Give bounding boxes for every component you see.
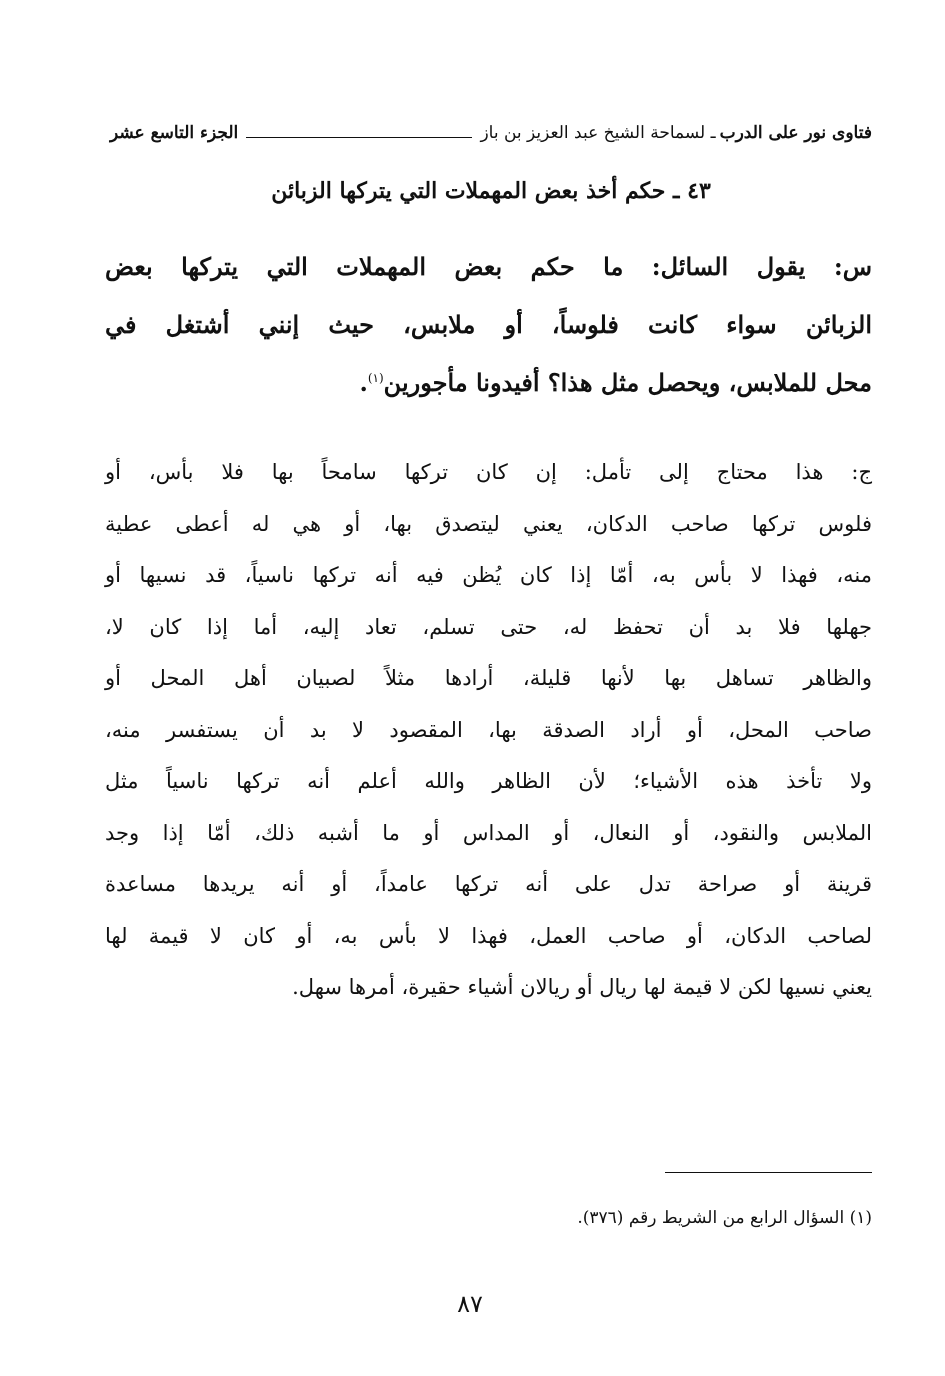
question-line-last: [105, 368, 872, 426]
volume-label: الجزء التاسع عشر: [110, 123, 239, 143]
running-header: [110, 118, 872, 148]
answer-line: لصاحب الدكان، أو صاحب العمل، فهذا لا بأس به، أو كان لا قيمة لها: [105, 923, 872, 948]
answer-line-last: يعني نسيها لكن لا قيمة لها ريال أو ريالان أشياء حقيرة، أمرها سهل.: [292, 975, 872, 999]
book-title: فتاوى نور على الدرب: [719, 123, 872, 143]
answer-line: جهلها فلا بد أن تحفظ له، حتى تسلم، تعاد إليه، أما إذا كان لا،: [105, 614, 872, 639]
page-number: ٨٧: [457, 1290, 483, 1318]
author-name: ـ لسماحة الشيخ عبد العزيز بن باز: [480, 123, 716, 143]
question-line: الزبائن سواء كانت فلوساً، أو ملابس، حيث إنني أشتغل في: [105, 310, 872, 339]
footnote-reference: (١): [367, 371, 384, 385]
answer-line: قرينة أو صراحة تدل على أنه تركها عامداً، أو أنه يريدها مساعدة: [105, 872, 872, 896]
answer-line: صاحب المحل، أو أراد الصدقة بها، المقصود لا بد أن يستفسر منه،: [105, 717, 872, 742]
answer-line: ج: هذا محتاج إلى تأمل: إن كان تركها سامحاً بها فلا بأس، أو: [105, 460, 872, 484]
footnote-divider: [665, 1172, 872, 1173]
answer-line: منه، فهذا لا بأس به، أمّا إذا كان يُظن فيه أنه تركها ناسياً، قد نسيها أو: [105, 563, 872, 587]
answer-line: الملابس والنقود، أو النعال، أو المداس أو ما أشبه ذلك، أمّا إذا وجد: [105, 820, 872, 845]
answer-block: [105, 460, 872, 1027]
header-rule: [246, 137, 472, 138]
answer-line: والظاهر تساهل بها لأنها قليلة، أرادها مثلاً لصبيان أهل المحل أو: [105, 666, 872, 690]
answer-line: فلوس تركها صاحب الدكان، يعني ليتصدق بها، أو هي له أعطى عطية: [105, 511, 872, 536]
section-title: ٤٣ ـ حكم أخذ بعض المهملات التي يتركها الزبائن: [271, 178, 711, 204]
question-line: س: يقول السائل: ما حكم بعض المهملات التي يتركها بعض: [105, 252, 872, 281]
question-line-text: محل للملابس، ويحصل مثل هذا؟ أفيدونا مأجورين: [383, 368, 872, 397]
question-end-punct: .: [359, 368, 368, 397]
footnote: (١) السؤال الرابع من الشريط رقم (٣٧٦).: [577, 1208, 872, 1228]
question-block: [105, 252, 872, 426]
answer-line: ولا تأخذ هذه الأشياء؛ لأن الظاهر والله أعلم أنه تركها ناسياً مثل: [105, 769, 872, 793]
